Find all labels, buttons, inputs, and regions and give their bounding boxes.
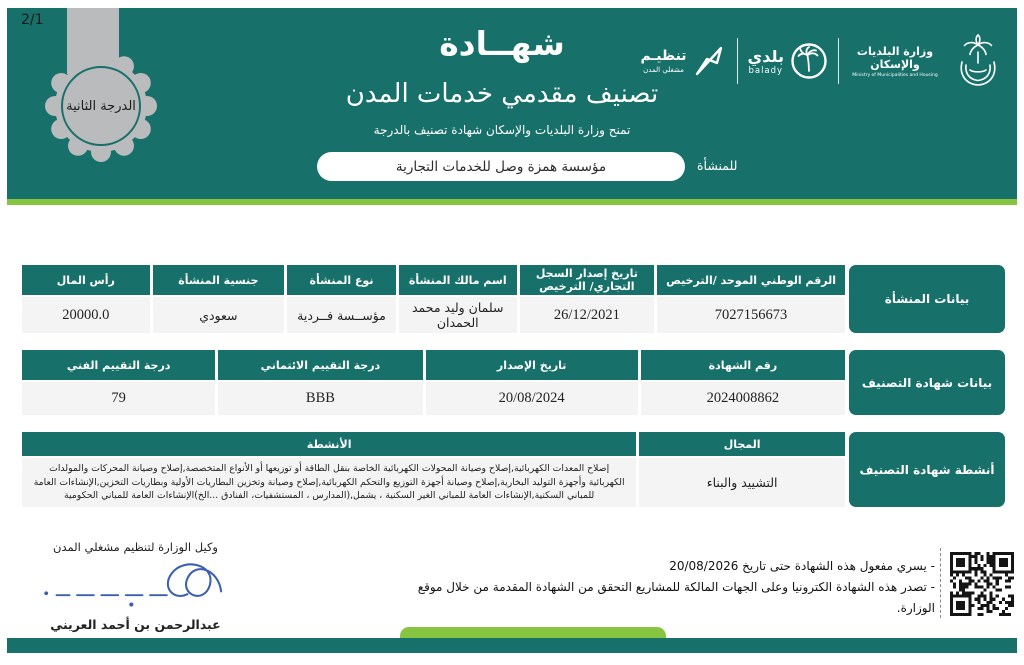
- signatory-title: وكيل الوزارة لتنظيم مشغلي المدن: [53, 540, 218, 554]
- page-number: 2/1: [21, 12, 44, 28]
- certificate-tagline: تمنح وزارة البلديات والإسكان شهادة تصنيف بالدرجة: [373, 123, 631, 137]
- section-label-establishment-data: بيانات المنشأة: [849, 265, 1005, 333]
- palm-circle-icon: [790, 42, 828, 80]
- column-header-activities: الأنشطة: [22, 432, 636, 456]
- column-header-cr-issue-date: تاريخ إصدار السجل التجاري/ الترخيص: [520, 265, 655, 295]
- table-header-row: [22, 350, 845, 380]
- logo-divider: [737, 38, 738, 84]
- column-header-issue-date: تاريخ الإصدار: [426, 350, 638, 380]
- validity-note-line: - يسري مفعول هذه الشهادة حتى تاريخ 20/08/2026: [669, 559, 935, 573]
- column-header-credit-rating: درجة التقييم الائتماني: [218, 350, 422, 380]
- column-header-entity-type: نوع المنشأة: [287, 265, 396, 295]
- cell-cr-issue-date: 26/12/2021: [520, 297, 655, 333]
- tanzeem-logo-subtitle: مشغلي المدن: [643, 66, 684, 74]
- certificate-table: [22, 350, 845, 415]
- column-header-field: المجال: [639, 432, 845, 456]
- establishment-table: [22, 265, 845, 333]
- ministry-emblem-icon: [949, 32, 1007, 90]
- cell-nationality: سعودي: [153, 297, 285, 333]
- signature-icon: [36, 554, 236, 612]
- logo-bar: [640, 30, 1007, 92]
- signatory-name: عبدالرحمن بن أحمد العريني: [50, 617, 221, 632]
- section-label-certificate-data: بيانات شهادة التصنيف: [849, 350, 1005, 415]
- tanzeem-logo-title: تنظيـم: [640, 48, 687, 64]
- table-header-row: [22, 432, 845, 456]
- column-header-national-number: الرقم الوطني الموحد /الترخيص: [657, 265, 845, 295]
- grade-badge: [45, 50, 157, 162]
- cell-activities: إصلاح المعدات الكهربائية,إصلاح وصيانة المحولات الكهربائية الخاصة بنقل الطاقة أو توزيعها أو الأنواع المتخصصة,إصلاح وصيانة المحركات والمولدات الكهربائية وأجهزة التوليد البخارية,إصلاح وصيانة أجهزة التوزيع والتحكم الكهربائية,إصلاح وصيانة وتخزين البطاريات الأولية وبطاريات التخزين,الإنشاءات العامة للمباني السكنية,الإنشاءات العامة للمباني الغير السكنية ، يشمل,(المدارس ، المستشفيات، الفنادق ...الخ)الإنشاءات العامة للمباني الحكومية: [22, 458, 636, 507]
- certificate-header: [7, 8, 1017, 199]
- cell-technical-score: 79: [22, 382, 215, 415]
- entity-name-label: للمنشأة: [697, 158, 738, 173]
- table-data-row: [22, 382, 845, 415]
- column-header-owner-name: اسم مالك المنشأة: [399, 265, 517, 295]
- table-header-row: [22, 265, 845, 295]
- cell-field: التشييد والبناء: [639, 458, 845, 507]
- header-accent-strip: [7, 199, 1017, 205]
- ministry-logo-arabic: وزارة البلديات والإسكان: [856, 44, 934, 71]
- balady-logo: [748, 42, 828, 80]
- column-header-certificate-number: رقم الشهادة: [641, 350, 845, 380]
- table-data-row: [22, 458, 845, 507]
- cell-entity-type: مؤســسة فــردية: [287, 297, 396, 333]
- column-header-capital: رأس المال: [22, 265, 150, 295]
- issuance-note-line: - تصدر هذه الشهادة الكترونيا وعلى الجهات المالكة للمشاريع التحقق من الشهادة المقدمة من خلال موقع الوزارة.: [417, 580, 935, 615]
- cell-capital: 20000.0: [22, 297, 150, 333]
- qr-code: [950, 552, 1014, 616]
- cell-certificate-number: 2024008862: [641, 382, 845, 415]
- signature-block: [28, 540, 243, 632]
- ministry-logo: [849, 32, 1007, 90]
- table-data-row: [22, 297, 845, 333]
- ministry-logo-english: Ministry of Municipalities and Housing: [852, 72, 938, 78]
- column-header-nationality: جنسية المنشأة: [153, 265, 285, 295]
- cell-credit-rating: BBB: [218, 382, 422, 415]
- column-header-technical-score: درجة التقييم الفني: [22, 350, 215, 380]
- balady-logo-arabic: بلدي: [747, 46, 784, 66]
- cell-owner-name: سلمان وليد محمد الحمدان: [399, 297, 517, 333]
- grade-badge-label: الدرجة الثانية: [66, 98, 136, 114]
- activities-table: [22, 432, 845, 507]
- footer-bar: [7, 638, 1017, 653]
- logo-divider: [838, 38, 839, 84]
- cursor-arrow-icon: [693, 44, 727, 78]
- certificate-subtitle: تصنيف مقدمي خدمات المدن: [345, 79, 659, 109]
- entity-name-field: مؤسسة همزة وصل للخدمات التجارية: [317, 152, 685, 181]
- notes-qr-divider: [940, 548, 941, 618]
- validity-notes: [383, 556, 935, 619]
- section-label-activities: أنشطة شهادة التصنيف: [849, 432, 1005, 507]
- balady-logo-english: balady: [748, 65, 784, 76]
- tanzeem-logo: [640, 44, 726, 78]
- cell-national-number: 7027156673: [657, 297, 845, 333]
- certificate-title: شهــادة: [439, 24, 565, 63]
- cell-issue-date: 20/08/2024: [426, 382, 638, 415]
